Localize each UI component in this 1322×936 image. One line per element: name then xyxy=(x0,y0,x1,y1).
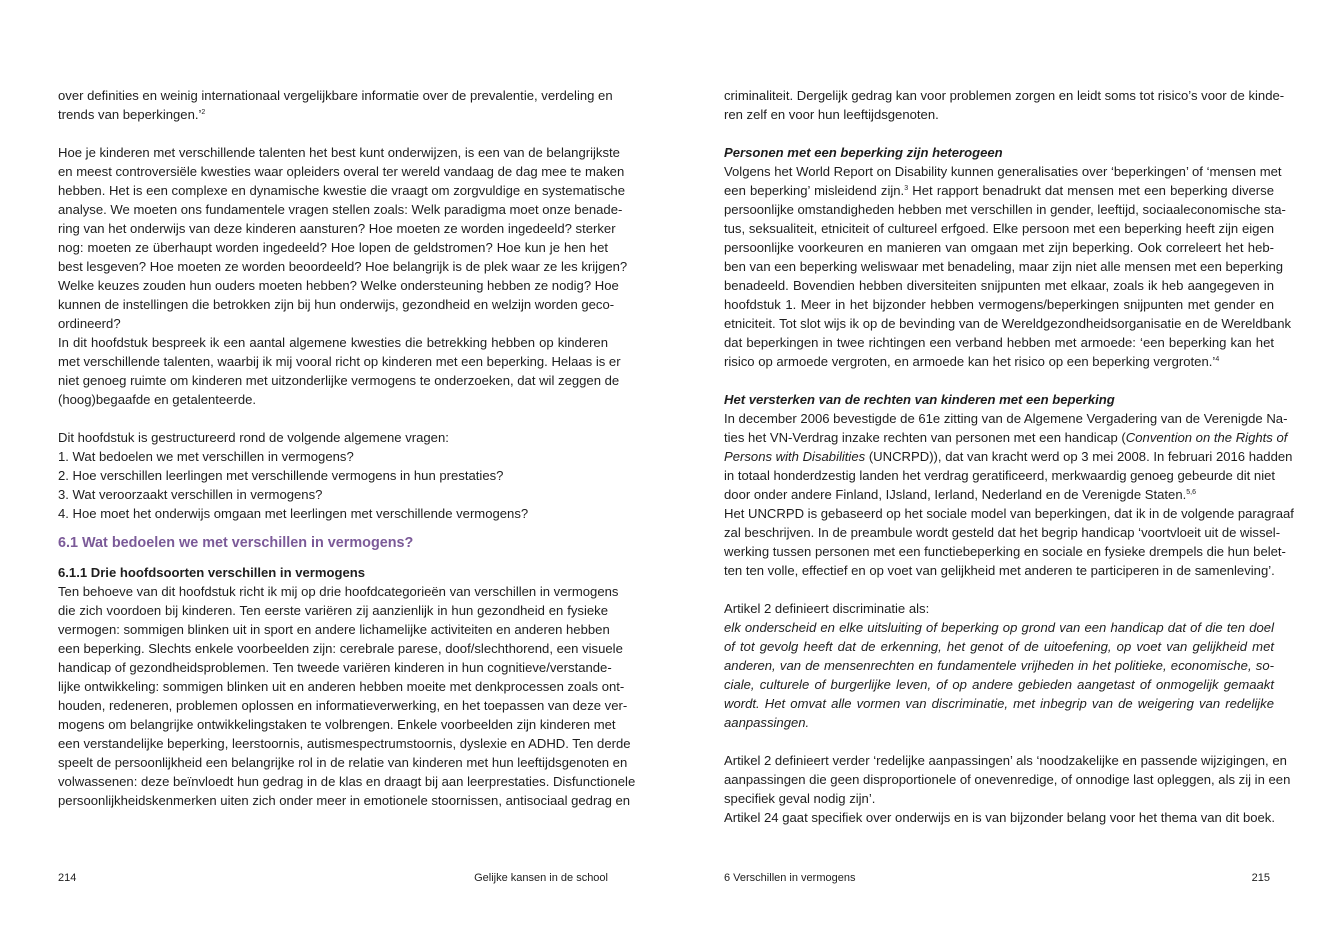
heading-rights: Het versterken van de rechten van kinderen met een beperking xyxy=(724,392,1115,407)
paragraph-rights xyxy=(724,409,1293,504)
paragraph-article2-further xyxy=(724,751,1291,827)
paragraph-chapter-scope xyxy=(58,333,621,409)
text-line: kunnen de instellingen die betrokken zijn bij hun onderwijs, gezondheid en welzijn worden geco- xyxy=(58,297,615,312)
list-item: 2. Hoe verschillen leerlingen met verschillende vermogens in hun prestaties? xyxy=(58,468,504,483)
text-line: vermogen: sommigen blinken uit in sport en andere lichamelijke activiteiten en anderen hebben xyxy=(58,622,610,637)
text-line: persoonlijke omstandigheden hebben met verschillen in gender, leeftijd, sociaaleconomische sta- xyxy=(724,202,1286,217)
paragraph-continued xyxy=(724,86,1285,124)
text-line: ring van het onderwijs van deze kinderen aansturen? Hoe moeten ze worden ingedeeld? sterker xyxy=(58,221,616,236)
text-line: ten ten volle, effectief en op voet van gelijkheid met anderen te participeren in de samenleving’. xyxy=(724,563,1275,578)
text-line: anderen, van de mensenrechten en fundamentele vrijheden in het politieke, economische, so- xyxy=(724,658,1274,673)
text-run: trends van beperkingen.’ xyxy=(58,107,202,122)
text-line: niet genoeg ruimte om kinderen met uitzonderlijke vermogens te onderzoeken, dat wil zeggen de xyxy=(58,373,620,388)
text-line: Ten behoeve van dit hoofdstuk richt ik mij op drie hoofdcategorieën van verschillen in vermogens xyxy=(58,584,619,599)
paragraph-intro xyxy=(58,86,613,124)
text-run: ties het VN-Verdrag inzake rechten van personen met een handicap ( xyxy=(724,430,1126,445)
text-line: aanpassingen die geen disproportionele of onevenredige, of onnodige last opleggen, als zij in een xyxy=(724,772,1291,787)
text-line: best lesgeven? Hoe moeten ze worden beoordeeld? Hoe belangrijk is de plek waar ze les krijgen? xyxy=(58,259,628,274)
text-line: nog: moeten ze überhaupt worden ingedeeld? Hoe lopen de geldstromen? Hoe kun je hen het xyxy=(58,240,608,255)
text-line: over definities en weinig internationaal vergelijkbare informatie over de prevalentie, verdeling en xyxy=(58,88,613,103)
text-run: een beperking’ misleidend zijn. xyxy=(724,183,905,198)
text-line: werking tussen personen met een functiebeperking en sociale en fysieke drempels die hun belet- xyxy=(724,544,1286,559)
text-line: Volgens het World Report on Disability kunnen generalisaties over ‘beperkingen’ of ‘mensen met xyxy=(724,164,1282,179)
text-line: speelt de persoonlijkheid een belangrijke rol in de relatie van kinderen met hun leeftijdsgenoten en xyxy=(58,755,628,770)
text-line: hebben. Het is een complexe en dynamische kwestie die vraagt om zorgvuldige en systematische xyxy=(58,183,625,198)
text-line: Het UNCRPD is gebaseerd op het sociale model van beperkingen, dat ik in de volgende paragraaf xyxy=(724,506,1294,521)
text-run-italic: Convention on the Rights of xyxy=(1125,430,1288,445)
text-line: Artikel 2 definieert verder ‘redelijke aanpassingen’ als ‘noodzakelijke en passende wijzigingen, en xyxy=(724,753,1287,768)
footnote-ref: 5,6 xyxy=(1186,489,1196,496)
text-line: Artikel 24 gaat specifiek over onderwijs en is van bijzonder belang voor het thema van dit boek. xyxy=(724,810,1275,825)
text-line: Hoe je kinderen met verschillende talenten het best kunt onderwijzen, is een van de belangrijkste xyxy=(58,145,620,160)
text-line: volwassenen: deze beïnvloedt hun gedrag in de klas en draagt bij aan leerprestaties. Disfunctionele xyxy=(58,774,636,789)
page-number-right: 215 xyxy=(1251,872,1270,884)
text-line: mogens om belangrijke ontwikkelingstaken te volbrengen. Enkele voorbeelden zijn kinderen met xyxy=(58,717,616,732)
text-line: of tot gevolg heeft dat de erkenning, het genot of de uitoefening, op voet van gelijkheid met xyxy=(724,639,1274,654)
text-line: een verstandelijke beperking, leerstoornis, autismespectrumstoornis, dyslexie en ADHD. Ten derde xyxy=(58,736,631,751)
right-page xyxy=(724,86,1294,827)
footnote-ref: 2 xyxy=(201,109,206,116)
section-heading: 6.1 Wat bedoelen we met verschillen in vermogens? xyxy=(58,535,414,551)
paragraph-social-model xyxy=(724,504,1294,580)
text-line: etniciteit. Tot slot wijs ik op de bevinding van de Wereldgezondheidsorganisatie en de Wereldbank xyxy=(724,316,1292,331)
heading-heterogeneous: Personen met een beperking zijn heterogeen xyxy=(724,145,1003,160)
text-line: criminaliteit. Dergelijk gedrag kan voor problemen zorgen en leidt soms tot risico’s voor de kinde- xyxy=(724,88,1285,103)
text-line: ben van een beperking weliswaar met benadeling, maar zijn niet alle mensen met een beperking xyxy=(724,259,1284,274)
footnote-ref: 3 xyxy=(904,185,909,192)
left-page xyxy=(58,86,636,810)
text-line: (hoog)begaafde en getalenteerde. xyxy=(58,392,257,407)
paragraph-three-types xyxy=(58,582,636,810)
text-run: Het rapport benadrukt dat mensen met een beperking diverse xyxy=(908,183,1274,198)
paragraph-questions xyxy=(58,143,628,333)
text-line: dat beperkingen in twee richtingen een verband hebben met armoede: ‘een beperking kan het xyxy=(724,335,1274,350)
text-line: specifiek geval nodig zijn’. xyxy=(724,791,876,806)
text-line: een beperking. Slechts enkele voorbeelden zijn: cerebrale parese, doof/slechthorend, een visuele xyxy=(58,641,623,656)
text-line xyxy=(724,428,1288,447)
text-line: persoonlijke voorkeuren en manieren van omgaan met zijn beperking. Ook correleert het heb- xyxy=(724,240,1274,255)
text-line: hoofdstuk 1. Meer in het bijzonder hebben vermogens/beperkingen snijpunten met gender en xyxy=(724,297,1274,312)
list-item: 1. Wat bedoelen we met verschillen in vermogens? xyxy=(58,449,354,464)
text-line xyxy=(724,447,1293,466)
text-line: houden, redeneren, problemen oplossen en informatieverwerking, en het toepassen van deze ver- xyxy=(58,698,628,713)
article2-quote xyxy=(724,618,1274,732)
page-number-left: 214 xyxy=(58,872,77,884)
text-line: analyse. We moeten ons fundamentele vragen stellen zoals: Welk paradigma moet onze benade- xyxy=(58,202,623,217)
text-line: Welke keuzes zouden hun ouders moeten hebben? Welke ondersteuning hebben ze nodig? Hoe xyxy=(58,278,619,293)
running-chapter: 6 Verschillen in vermogens xyxy=(724,872,856,884)
text-line: In dit hoofdstuk bespreek ik een aantal algemene kwesties die betrekking hebben op kinderen xyxy=(58,335,608,350)
subsection-heading: 6.1.1 Drie hoofdsoorten verschillen in vermogens xyxy=(58,565,366,580)
text-line: in totaal honderdzestig landen het verdrag geratificeerd, merkwaardig genoeg gebeurde dit niet xyxy=(724,468,1276,483)
text-run: risico op armoede vergroten, en armoede kan het risico op een beperking vergroten.’ xyxy=(724,354,1216,369)
paragraph-heterogeneous xyxy=(724,162,1292,371)
text-line: ren zelf en voor hun leeftijdsgenoten. xyxy=(724,107,939,122)
text-line xyxy=(58,105,608,124)
text-run: (UNCRPD)), dat van kracht werd op 3 mei 2008. In februari 2016 hadden xyxy=(865,449,1293,464)
text-line: aanpassingen. xyxy=(724,715,810,730)
text-line xyxy=(724,352,1274,371)
text-line: zal beschrijven. In de preambule wordt gesteld dat het begrip handicap ‘voortvloeit uit de wissel- xyxy=(724,525,1281,540)
text-line: wordt. Het omvat alle vormen van discriminatie, met inbegrip van de weigering van redelijke xyxy=(724,696,1274,711)
text-line: en meest controversiële kwesties waar opleiders overal ter wereld vandaag de dag mee te maken xyxy=(58,164,625,179)
text-line: met verschillende talenten, waarbij ik mij vooral richt op kinderen met een beperking. Helaas is er xyxy=(58,354,621,369)
text-line: die zich voordoen bij kinderen. Ten eerste variëren zij aanzienlijk in hun gezondheid en fysieke xyxy=(58,603,608,618)
list-item: 3. Wat veroorzaakt verschillen in vermogens? xyxy=(58,487,323,502)
footnote-ref: 4 xyxy=(1215,356,1220,363)
text-run-italic: Persons with Disabilities xyxy=(724,449,866,464)
running-title: Gelijke kansen in de school xyxy=(474,872,608,884)
article2-intro: Artikel 2 definieert discriminatie als: xyxy=(724,601,930,616)
list-item: 4. Hoe moet het onderwijs omgaan met leerlingen met verschillende vermogens? xyxy=(58,506,529,521)
text-line: handicap of gezondheidsproblemen. Ten tweede variëren kinderen in hun cognitieve/verstande- xyxy=(58,660,612,675)
text-line: tus, seksualiteit, etniciteit of cultureel erfgoed. Elke persoon met een beperking heeft zijn eigen xyxy=(724,221,1274,236)
question-list xyxy=(58,428,608,523)
text-line: In december 2006 bevestigde de 61e zitting van de Algemene Vergadering van de Verenigde Na- xyxy=(724,411,1288,426)
text-line xyxy=(724,485,1274,504)
text-line xyxy=(724,181,1274,200)
list-intro: Dit hoofdstuk is gestructureerd rond de volgende algemene vragen: xyxy=(58,430,449,445)
text-line: ciale, culturele of burgerlijke leven, of op andere gebieden aangetast of onmogelijk gemaakt xyxy=(724,677,1274,692)
text-line: elk onderscheid en elke uitsluiting of beperking op grond van een handicap dat of die ten doel xyxy=(724,620,1274,635)
text-line: ordineerd? xyxy=(58,316,121,331)
text-line: benadeeld. Bovendien hebben diversiteiten snijpunten met elkaar, zoals ik heb aangegeven in xyxy=(724,278,1274,293)
text-line: persoonlijkheidskenmerken uiten zich onder meer in emotionele stoornissen, antisociaal gedrag en xyxy=(58,793,631,808)
text-run: door onder andere Finland, IJsland, Ierland, Nederland en de Verenigde Staten. xyxy=(724,487,1187,502)
text-line: lijke ontwikkeling: sommigen blinken uit en anderen hebben moeite met denkprocessen zoals ont- xyxy=(58,679,625,694)
